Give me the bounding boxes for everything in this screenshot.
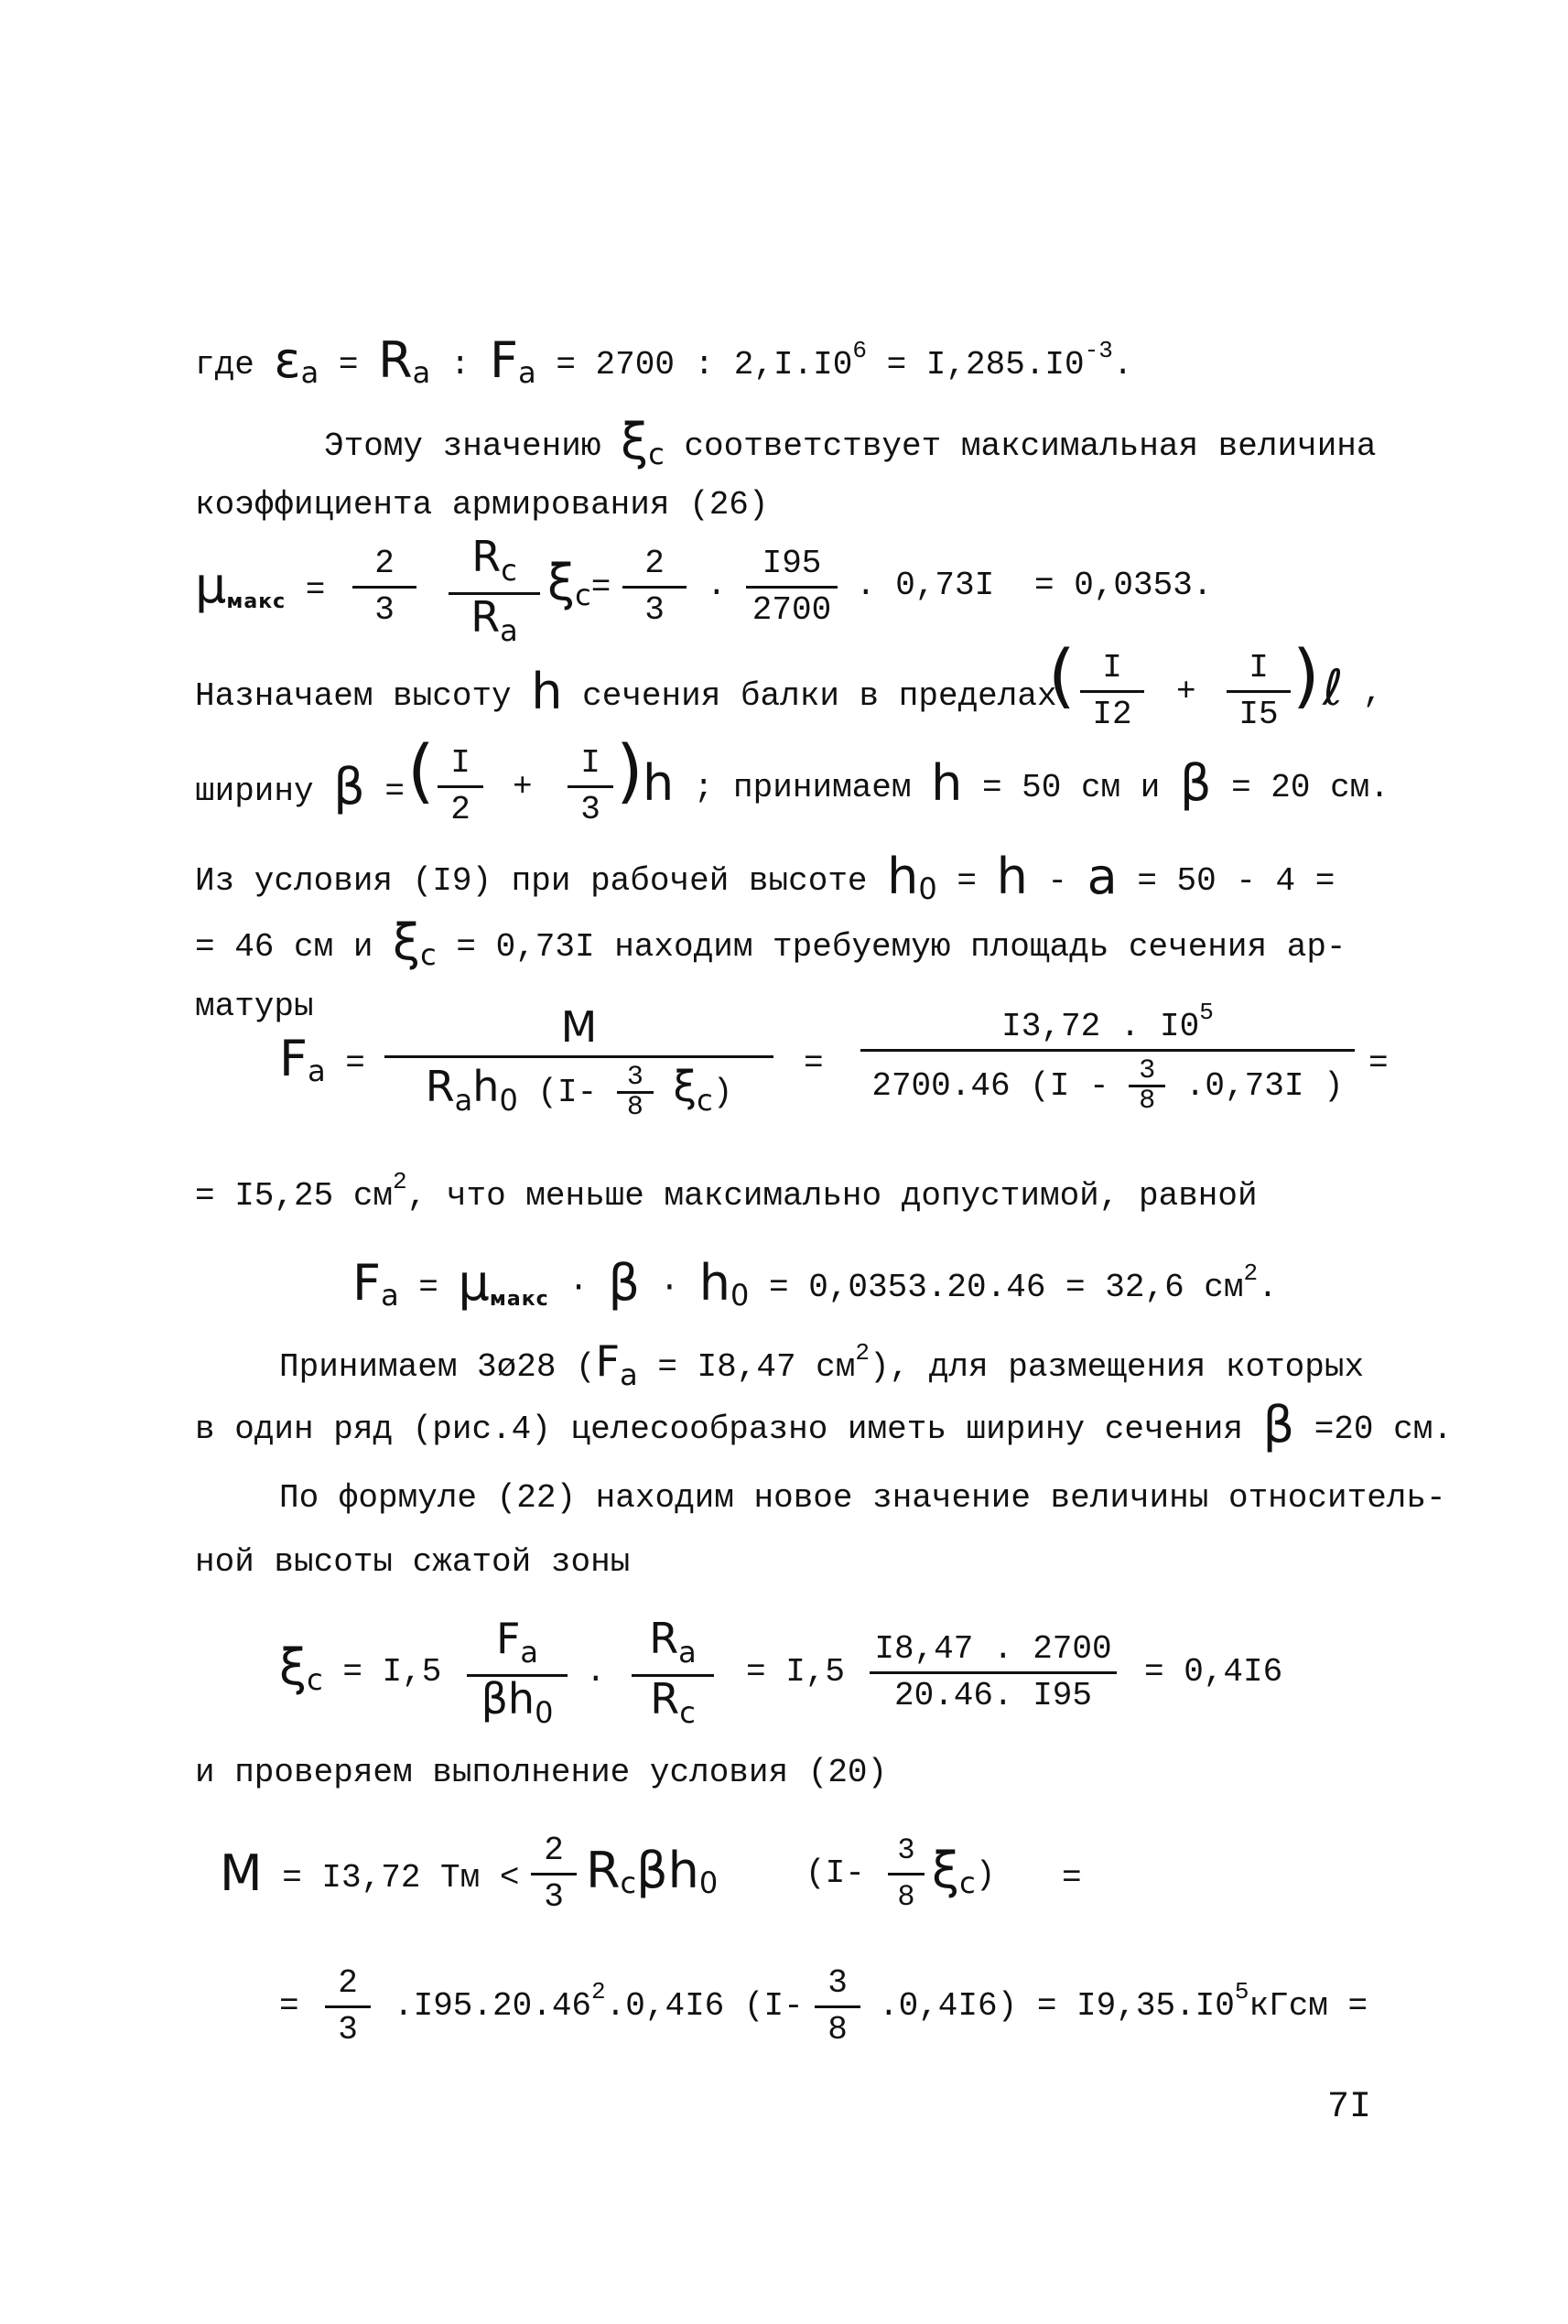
denominator: I2 bbox=[1092, 696, 1132, 733]
denominator: 3 bbox=[580, 791, 600, 828]
fraction-Rc-Ra bbox=[449, 532, 540, 651]
paren: ) bbox=[975, 1856, 996, 1894]
fraction-Ra-Rc bbox=[632, 1614, 714, 1733]
plus: + bbox=[1176, 673, 1196, 710]
fraction-bar bbox=[438, 785, 483, 788]
symbol-beta: β bbox=[608, 1254, 640, 1312]
fraction-1-3 bbox=[568, 743, 613, 830]
symbol-h: h bbox=[472, 1062, 500, 1112]
multiply-dot: · bbox=[659, 1269, 680, 1306]
fraction-3-8 bbox=[888, 1831, 925, 1918]
symbol-h: h bbox=[698, 1254, 731, 1312]
symbol-xi: ξ bbox=[393, 913, 421, 971]
formula-text bbox=[806, 1854, 865, 1894]
symbol-xi: ξ bbox=[673, 1062, 697, 1112]
fraction-3-8 bbox=[617, 1064, 654, 1121]
denominator: 8 bbox=[1139, 1086, 1156, 1117]
fraction-bar bbox=[384, 1055, 773, 1058]
subscript-maks: макс bbox=[226, 590, 287, 613]
text-span: .0,4I6) = I9,35.I0 bbox=[879, 1987, 1235, 2025]
symbol-M: M bbox=[560, 1002, 598, 1052]
symbol-xi: ξ bbox=[932, 1842, 960, 1899]
formula-xi bbox=[547, 554, 611, 615]
symbol-F: F bbox=[490, 331, 519, 389]
formula-result bbox=[1144, 1652, 1282, 1692]
subscript-c: c bbox=[420, 937, 437, 972]
equals-sign: = bbox=[345, 1044, 365, 1082]
symbol-mu: μ bbox=[458, 1254, 490, 1312]
subscript-c: c bbox=[575, 578, 591, 612]
symbol-R: R bbox=[650, 1674, 680, 1724]
paragraph-line bbox=[324, 413, 1377, 474]
symbol-h: h bbox=[643, 754, 675, 812]
denominator: 8 bbox=[626, 1092, 643, 1123]
numerator: I95 bbox=[762, 545, 822, 582]
formula-Fa bbox=[279, 1030, 365, 1091]
text-span: Назначаем высоту bbox=[195, 677, 512, 715]
subscript-a: a bbox=[300, 355, 319, 390]
symbol-epsilon: ε bbox=[274, 331, 301, 389]
equals-sign bbox=[1368, 1043, 1389, 1084]
text-span: Из условия (I9) при рабочей высоте bbox=[195, 862, 868, 900]
equals-sign: = bbox=[590, 568, 611, 606]
denominator: 2 bbox=[450, 791, 470, 828]
equals: = bbox=[279, 1987, 299, 2025]
denominator: 3 bbox=[374, 591, 395, 629]
text-span: кГсм = bbox=[1249, 1987, 1368, 2025]
multiply-dot: · bbox=[568, 1269, 589, 1306]
fraction-bar bbox=[325, 2005, 371, 2008]
fraction-bar bbox=[352, 586, 416, 589]
text-span: = 0,0353.20.46 = 32,6 см bbox=[769, 1269, 1244, 1306]
fraction-bar bbox=[746, 586, 838, 589]
formula-Rcbh0 bbox=[586, 1842, 719, 1903]
subscript-0: 0 bbox=[698, 1865, 719, 1900]
text-span: = 50 - 4 = bbox=[1137, 862, 1336, 900]
fraction-3-8 bbox=[1129, 1057, 1165, 1115]
text-span: = I5,25 см bbox=[195, 1177, 394, 1215]
denominator: I5 bbox=[1238, 696, 1279, 733]
formula-text bbox=[643, 754, 1390, 812]
fraction-1-12 bbox=[1080, 648, 1144, 735]
paren-open: ( bbox=[1048, 634, 1076, 716]
formula-l bbox=[1323, 659, 1383, 717]
symbol-beta-h: βh bbox=[481, 1674, 535, 1724]
numerator: 3 bbox=[1139, 1055, 1156, 1086]
text-span: , что меньше максимально допустимой, равной bbox=[406, 1177, 1258, 1215]
symbol-R: R bbox=[649, 1614, 679, 1663]
symbol-R: R bbox=[586, 1842, 621, 1899]
subscript-c: c bbox=[679, 1695, 696, 1730]
subscript-a: a bbox=[518, 355, 536, 390]
text-gde: где bbox=[195, 346, 254, 384]
text-span: = 50 см и bbox=[981, 769, 1161, 806]
dot bbox=[586, 1652, 606, 1692]
formula-mu-max bbox=[195, 557, 326, 622]
text-span: (I- bbox=[806, 1854, 865, 1892]
denominator: 3 bbox=[544, 1878, 564, 1916]
dot bbox=[707, 566, 727, 606]
numerator: I bbox=[450, 744, 470, 782]
paragraph-line bbox=[195, 1168, 1258, 1216]
formula-xi-c bbox=[279, 1638, 442, 1700]
paragraph-line bbox=[195, 848, 1336, 909]
fraction-numeric bbox=[870, 1629, 1117, 1716]
fraction-2-3 bbox=[622, 544, 687, 631]
equals-sign bbox=[1062, 1858, 1082, 1898]
formula-text bbox=[879, 1978, 1368, 2027]
equals-sign: = bbox=[957, 862, 977, 900]
subscript-a: a bbox=[381, 1278, 399, 1313]
fraction-bar bbox=[870, 1671, 1117, 1674]
numerator: 2 bbox=[544, 1832, 564, 1869]
exponent: -3 bbox=[1084, 337, 1113, 364]
numerator: 2 bbox=[644, 545, 665, 582]
formula-text bbox=[394, 1978, 804, 2027]
fraction-2-3 bbox=[531, 1831, 577, 1918]
text-span: и проверяем выполнение условия (20) bbox=[195, 1754, 888, 1791]
symbol-xi: ξ bbox=[547, 554, 576, 611]
text-span: (I- bbox=[537, 1074, 598, 1112]
symbol-R: R bbox=[471, 532, 502, 581]
subscript-0: 0 bbox=[535, 1695, 554, 1730]
subscript-a: a bbox=[678, 1635, 697, 1670]
period: . bbox=[1258, 1269, 1278, 1306]
fraction-3-8 bbox=[815, 1963, 860, 2050]
text-span: = I,5 bbox=[342, 1653, 442, 1691]
denominator: 2700 bbox=[752, 591, 832, 629]
symbol-h: h bbox=[531, 663, 563, 720]
paragraph-line bbox=[195, 1753, 887, 1793]
subscript-c: c bbox=[959, 1865, 976, 1900]
page-number: 7I bbox=[1327, 2087, 1372, 2128]
denominator: 20.46. I95 bbox=[893, 1677, 1093, 1714]
text-span: ширину bbox=[195, 773, 314, 810]
subscript-a: a bbox=[454, 1083, 473, 1119]
symbol-beta: β bbox=[1262, 1396, 1295, 1454]
symbol-a: a bbox=[1087, 848, 1118, 905]
equals-sign bbox=[804, 1043, 824, 1084]
fraction-2-3 bbox=[325, 1963, 371, 2050]
subscript-c: c bbox=[620, 1865, 637, 1900]
numerator: 2 bbox=[338, 1964, 358, 2002]
paragraph-line bbox=[195, 1396, 1453, 1454]
subscript-maks: макс bbox=[489, 1288, 549, 1311]
formula-Fa-max bbox=[352, 1254, 1278, 1320]
colon-sign: : bbox=[449, 346, 470, 384]
paren-open: ( bbox=[407, 730, 435, 811]
equals-sign: = bbox=[305, 571, 326, 609]
symbol-h: h bbox=[931, 754, 963, 812]
fraction-2-3 bbox=[352, 544, 416, 631]
paragraph-line bbox=[195, 987, 314, 1027]
text-span: матуры bbox=[195, 988, 314, 1025]
text-span: сечения балки в пределах bbox=[582, 677, 1057, 715]
denominator: 3 bbox=[644, 591, 665, 629]
symbol-beta: β bbox=[1179, 754, 1212, 812]
subscript-0: 0 bbox=[730, 1278, 750, 1313]
symbol-beta: β bbox=[333, 758, 365, 816]
paragraph-line bbox=[195, 1542, 630, 1583]
symbol-F: F bbox=[495, 1614, 521, 1663]
formula-text: = 2700 : 2,I.I0 bbox=[556, 346, 853, 384]
exponent: 6 bbox=[852, 337, 867, 364]
numerator: I8,47 . 2700 bbox=[874, 1630, 1112, 1668]
text-span: = 0,4I6 bbox=[1144, 1653, 1283, 1691]
symbol-F: F bbox=[595, 1336, 621, 1386]
fraction-Fa-bh0 bbox=[467, 1614, 568, 1733]
formula-text bbox=[856, 566, 994, 606]
symbol-F: F bbox=[352, 1254, 382, 1312]
fraction-1-15 bbox=[1227, 648, 1291, 735]
text-span: = 20 см. bbox=[1231, 769, 1390, 806]
fraction-bar bbox=[888, 1873, 925, 1875]
equals-sign: = bbox=[338, 346, 359, 384]
text-span: = 0,0353. bbox=[1034, 567, 1213, 604]
text-span: в один ряд (рис.4) целесообразно иметь ширину сечения bbox=[195, 1411, 1243, 1448]
equals-sign bbox=[279, 1986, 299, 2027]
subscript-a: a bbox=[620, 1357, 638, 1392]
period: . bbox=[1112, 346, 1133, 384]
fraction-1-2 bbox=[438, 743, 483, 830]
subscript-c: c bbox=[697, 1083, 713, 1119]
paragraph-line bbox=[195, 485, 769, 525]
text-span: I3,72 . I0 bbox=[1001, 1008, 1200, 1045]
text-span: ной высоты сжатой зоны bbox=[195, 1543, 631, 1581]
minus-sign: - bbox=[1047, 862, 1068, 900]
fraction-bar bbox=[1080, 690, 1144, 693]
equals: = bbox=[1062, 1859, 1082, 1897]
numerator: 3 bbox=[897, 1833, 915, 1867]
fraction-bar bbox=[568, 785, 613, 788]
exponent: 5 bbox=[1234, 1978, 1249, 2005]
text-span: ; принимаем bbox=[693, 769, 912, 806]
fraction-M-over-Rah0 bbox=[384, 1002, 773, 1123]
formula-M-check bbox=[220, 1844, 520, 1902]
text-span: =20 см. bbox=[1314, 1411, 1453, 1448]
formula-xi bbox=[932, 1842, 996, 1903]
exponent: 5 bbox=[1199, 999, 1214, 1026]
plus: + bbox=[513, 768, 533, 805]
symbol-R: R bbox=[425, 1062, 455, 1112]
paragraph-line bbox=[279, 1478, 1446, 1519]
text-span: Принимаем 3ø28 ( bbox=[279, 1348, 596, 1386]
subscript-a: a bbox=[308, 1054, 326, 1088]
paren-close: ) bbox=[1292, 634, 1320, 716]
exponent: 2 bbox=[393, 1168, 407, 1195]
symbol-h: h bbox=[667, 1842, 699, 1899]
fraction-bar bbox=[531, 1873, 577, 1875]
text-span: = I8,47 см bbox=[657, 1348, 856, 1386]
numerator: I bbox=[580, 744, 600, 782]
text-span: = 0,73I находим требуемую площадь сечения ар- bbox=[456, 928, 1346, 966]
text-span: = I,5 bbox=[746, 1653, 846, 1691]
text-span: .0,73I ) bbox=[1184, 1067, 1344, 1106]
plus-sign bbox=[513, 767, 533, 807]
text-span: = I3,72 Тм < bbox=[282, 1859, 520, 1897]
exponent: 2 bbox=[591, 1978, 606, 2005]
paragraph-line bbox=[195, 913, 1346, 975]
subscript-a: a bbox=[520, 1635, 539, 1670]
symbol-xi: ξ bbox=[621, 413, 649, 470]
formula-result bbox=[1034, 566, 1212, 606]
formula-eps-a bbox=[195, 331, 1133, 393]
subscript-0: 0 bbox=[918, 871, 937, 906]
subscript-a: a bbox=[412, 355, 431, 390]
equals: = bbox=[1368, 1044, 1389, 1082]
text-span: = 46 см и bbox=[195, 928, 373, 966]
text-span: 2700.46 (I - bbox=[871, 1067, 1109, 1106]
paragraph-line bbox=[195, 663, 1057, 720]
subscript-c: c bbox=[501, 553, 517, 588]
formula-text: = I,285.I0 bbox=[886, 346, 1085, 384]
exponent: 2 bbox=[1243, 1259, 1259, 1287]
symbol-R: R bbox=[378, 331, 413, 389]
symbol-F: F bbox=[279, 1030, 308, 1087]
subscript-c: c bbox=[648, 437, 665, 471]
fraction-bar bbox=[622, 586, 687, 589]
plus-sign bbox=[1176, 672, 1196, 712]
fraction-bar bbox=[860, 1049, 1355, 1052]
symbol-R: R bbox=[470, 592, 501, 642]
denominator: 8 bbox=[897, 1880, 915, 1914]
paragraph-line bbox=[195, 758, 405, 816]
symbol-xi: ξ bbox=[279, 1638, 308, 1696]
text-span: ), для размещения которых bbox=[870, 1348, 1365, 1386]
paragraph-line bbox=[279, 1336, 1365, 1395]
paren-close: ) bbox=[616, 730, 643, 811]
symbol-beta: β bbox=[636, 1842, 668, 1899]
fraction-195-2700 bbox=[746, 544, 838, 631]
denominator: 8 bbox=[827, 2011, 848, 2048]
formula-text bbox=[746, 1652, 845, 1692]
equals-sign: = bbox=[418, 1269, 438, 1306]
subscript-a: a bbox=[500, 613, 518, 648]
exponent: 2 bbox=[855, 1339, 870, 1367]
text-span: соответствует максимальная величина bbox=[684, 427, 1377, 465]
numerator: 2 bbox=[374, 545, 395, 582]
symbol-M: M bbox=[220, 1844, 263, 1902]
fraction-bar bbox=[1227, 690, 1291, 693]
text-span: .0,4I6 (I- bbox=[605, 1987, 804, 2025]
multiply-dot: . bbox=[586, 1653, 606, 1691]
subscript-c: c bbox=[307, 1662, 323, 1697]
subscript-0: 0 bbox=[499, 1083, 518, 1119]
numerator: 3 bbox=[626, 1062, 643, 1093]
equals: = bbox=[804, 1044, 824, 1082]
denominator: 3 bbox=[338, 2011, 358, 2048]
text-span: Этому значению bbox=[324, 427, 601, 465]
text-span: .I95.20.46 bbox=[394, 1987, 592, 2025]
text-span: . 0,73I bbox=[856, 567, 995, 604]
symbol-h: h bbox=[887, 848, 919, 905]
text-span: коэффициента армирования (26) bbox=[195, 486, 769, 524]
symbol-h: h bbox=[996, 848, 1028, 905]
symbol-l: ℓ bbox=[1323, 659, 1344, 717]
fraction-numeric bbox=[860, 999, 1355, 1117]
text-span: По формуле (22) находим новое значение величины относитель- bbox=[279, 1479, 1446, 1517]
comma: , bbox=[1362, 674, 1383, 711]
multiply-dot: . bbox=[707, 567, 727, 604]
fraction-bar bbox=[815, 2005, 860, 2008]
numerator: I bbox=[1102, 649, 1122, 686]
paren: ) bbox=[712, 1074, 733, 1112]
equals-sign: = bbox=[384, 773, 405, 810]
numerator: I bbox=[1249, 649, 1269, 686]
symbol-mu: μ bbox=[195, 557, 227, 614]
numerator: 3 bbox=[827, 1964, 848, 2002]
